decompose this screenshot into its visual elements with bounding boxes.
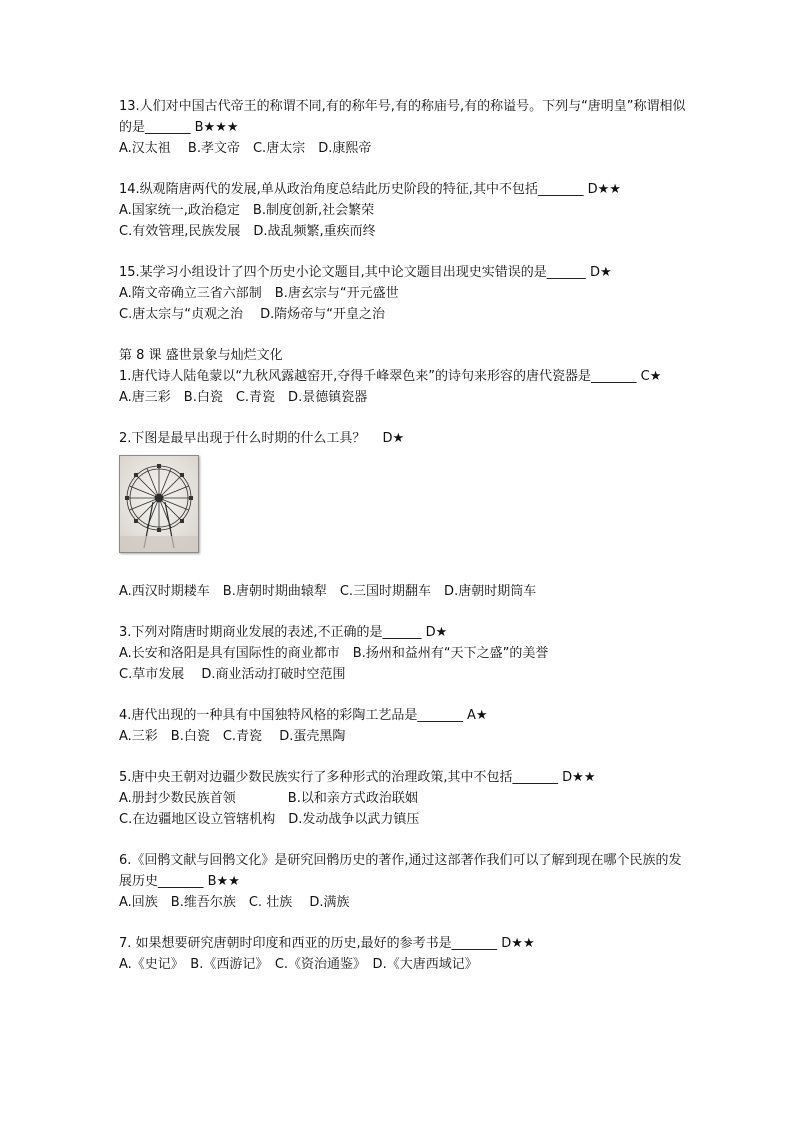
waterwheel-photo — [119, 455, 199, 553]
question-stem: 7. 如果想要研究唐朝时印度和西亚的历史,最好的参考书是_______ D★★ — [119, 936, 535, 951]
question-stem: 15.某学习小组设计了四个历史小论文题目,其中论文题目出现史实错误的是______ D★ — [119, 265, 612, 280]
question-3 — [119, 622, 689, 685]
section-title: 第 8 课 盛世景象与灿烂文化 — [119, 348, 283, 363]
question-options: A.三彩 B.白瓷 C.青瓷 D.蛋壳黑陶 — [119, 729, 346, 744]
question-13 — [119, 96, 689, 159]
question-options: A.隋文帝确立三省六部制 B.唐玄宗与“开元盛世 — [119, 286, 399, 301]
waterwheel-image-icon — [120, 456, 198, 552]
question-options: A.国家统一,政治稳定 B.制度创新,社会繁荣 — [119, 203, 375, 218]
question-stem: 4.唐代出现的一种具有中国独特风格的彩陶工艺品是_______ A★ — [119, 708, 488, 723]
question-1 — [119, 366, 689, 408]
question-options: C.唐太宗与“贞观之治 D.隋炀帝与“开皇之治 — [119, 307, 385, 322]
worksheet-page — [119, 96, 689, 995]
question-options: A.唐三彩 B.白瓷 C.青瓷 D.景德镇瓷器 — [119, 390, 368, 405]
question-stem: 6.《回鹘文献与回鹘文化》是研究回鹘历史的著作,通过这部著作我们可以了解到现在哪个民族的发展历史_______ B★★ — [119, 853, 682, 889]
question-7 — [119, 933, 689, 975]
question-stem: 1.唐代诗人陆龟蒙以“九秋风露越窑开,夺得千峰翠色来”的诗句来形容的唐代瓷器是_______ C★ — [119, 369, 662, 384]
question-options: C.草市发展 D.商业活动打破时空范围 — [119, 667, 346, 682]
question-stem: 13.人们对中国古代帝王的称谓不同,有的称年号,有的称庙号,有的称谥号。下列与“唐明皇”称谓相似的是_______ B★★★ — [119, 99, 686, 135]
question-15 — [119, 262, 689, 325]
question-6 — [119, 850, 689, 913]
question-options: C.有效管理,民族发展 D.战乱频繁,重疾而终 — [119, 224, 376, 239]
question-options: A.西汉时期耧车 B.唐朝时期曲辕犁 C.三国时期翻车 D.唐朝时期筒车 — [119, 584, 537, 599]
question-14 — [119, 179, 689, 242]
question-options: C.在边疆地区设立管辖机构 D.发动战争以武力镇压 — [119, 812, 420, 827]
question-options: A.汉太祖 B.孝文帝 C.唐太宗 D.康熙帝 — [119, 141, 372, 156]
question-options: A.《史记》 B.《西游记》 C.《资治通鉴》 D.《大唐西域记》 — [119, 957, 478, 972]
question-stem: 5.唐中央王朝对边疆少数民族实行了多种形式的治理政策,其中不包括_______ D★★ — [119, 770, 596, 785]
question-5 — [119, 767, 689, 830]
question-options: A.回族 B.维吾尔族 C. 壮族 D.满族 — [119, 895, 350, 910]
question-2 — [119, 428, 689, 602]
question-stem: 2.下图是最早出现于什么时期的什么工具？ D★ — [119, 431, 405, 446]
question-stem: 14.纵观隋唐两代的发展,单从政治角度总结此历史阶段的特征,其中不包括_______ D★★ — [119, 182, 621, 197]
question-4 — [119, 705, 689, 747]
question-stem: 3.下列对隋唐时期商业发展的表述,不正确的是______ D★ — [119, 625, 448, 640]
question-options: A.册封少数民族首领 B.以和亲方式政治联姻 — [119, 791, 418, 806]
question-options: A.长安和洛阳是具有国际性的商业都市 B.扬州和益州有“天下之盛”的美誉 — [119, 646, 549, 661]
